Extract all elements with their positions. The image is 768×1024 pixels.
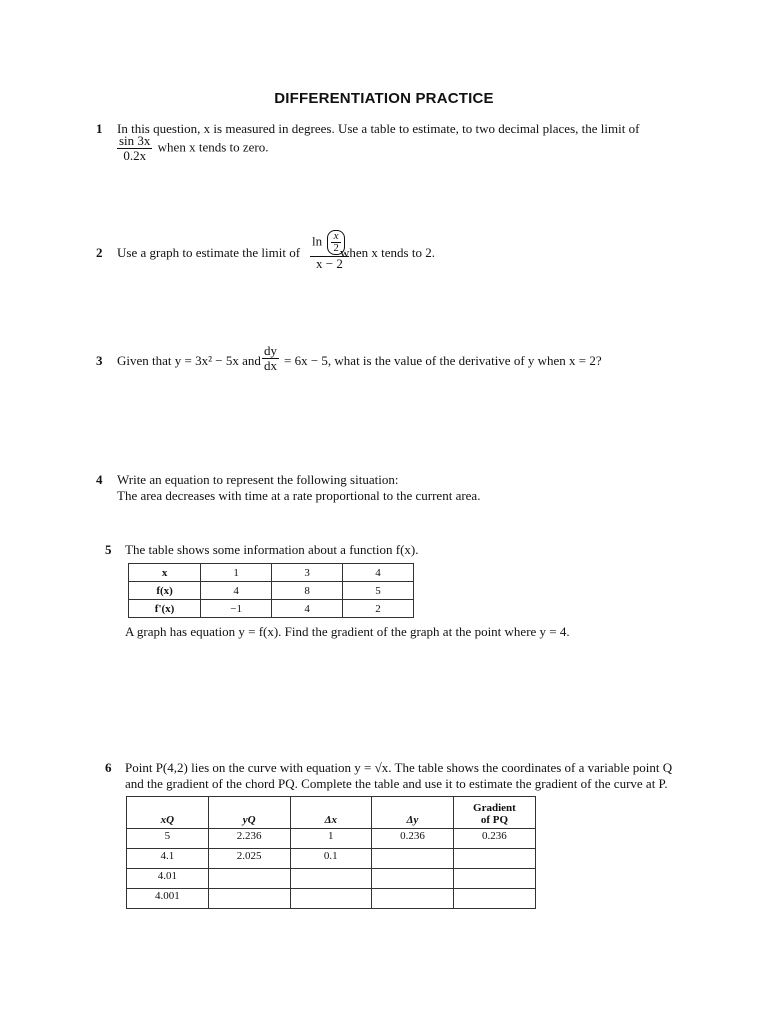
- question-text: Use a graph to estimate the limit of: [117, 245, 301, 260]
- table-cell: [208, 869, 290, 889]
- derivative-fraction: [260, 344, 281, 373]
- table-cell: 4: [201, 582, 272, 600]
- table-header: Gradient of PQ: [453, 797, 535, 829]
- question-number: 3: [96, 353, 103, 368]
- table-cell: [372, 889, 454, 909]
- table-cell: 0.236: [453, 829, 535, 849]
- table-cell: 2: [343, 600, 414, 618]
- table-cell: [208, 889, 290, 909]
- question-text: A graph has equation y = f(x). Find the gradient of the graph at the point where y = 4.: [125, 624, 570, 639]
- question-text: Write an equation to represent the following situation:: [117, 472, 399, 487]
- limit-fraction: [117, 134, 152, 163]
- table-row: [127, 829, 536, 849]
- table-cell: 4: [343, 564, 414, 582]
- table-cell: f(x): [129, 582, 201, 600]
- question-number: 5: [105, 542, 112, 557]
- question-text: when x tends to 2.: [340, 245, 435, 260]
- fraction-denominator: x − 2: [316, 256, 343, 271]
- table-cell: [372, 869, 454, 889]
- table-header: Δx: [290, 797, 372, 829]
- table-cell: −1: [201, 600, 272, 618]
- table-cell: 0.236: [372, 829, 454, 849]
- table-cell: 4.001: [127, 889, 209, 909]
- table-cell: [290, 889, 372, 909]
- table-cell: x: [129, 564, 201, 582]
- fraction-numerator: ln $\frac{x}{2}$: [310, 230, 349, 257]
- fraction-numerator: dy: [264, 343, 277, 358]
- page-title: DIFFERENTIATION PRACTICE: [274, 90, 494, 107]
- table-row: [129, 582, 414, 600]
- table-cell: [372, 849, 454, 869]
- table-row: [127, 849, 536, 869]
- table-cell: 4.01: [127, 869, 209, 889]
- table-cell: 4.1: [127, 849, 209, 869]
- table-cell: 1: [290, 829, 372, 849]
- question-number: 2: [96, 245, 103, 260]
- fraction-denominator: 0.2x: [123, 148, 147, 163]
- table-cell: 3: [272, 564, 343, 582]
- function-table: [128, 563, 414, 618]
- table-cell: f'(x): [129, 600, 201, 618]
- table-cell: [453, 889, 535, 909]
- table-row: [127, 869, 536, 889]
- question-text: Given that y = 3x² − 5x and: [117, 353, 261, 368]
- fraction-denominator: dx: [264, 358, 277, 373]
- table-cell: 0.1: [290, 849, 372, 869]
- table-header: Δy: [372, 797, 454, 829]
- table-cell: 5: [343, 582, 414, 600]
- table-cell: [290, 869, 372, 889]
- table-cell: 4: [272, 600, 343, 618]
- table-cell: 8: [272, 582, 343, 600]
- question-text: and the gradient of the chord PQ. Complete the table and use it to estimate the gradient of the curve at P.: [125, 776, 668, 791]
- chord-gradient-table: [126, 796, 536, 909]
- question-number: 1: [96, 121, 103, 136]
- fraction-numerator: sin 3x: [119, 133, 151, 148]
- table-row: [129, 600, 414, 618]
- table-header-row: [127, 797, 536, 829]
- question-text: = 6x − 5, what is the value of the derivative of y when x = 2?: [284, 353, 602, 368]
- question-text: The area decreases with time at a rate proportional to the current area.: [117, 488, 481, 503]
- fraction-line: [115, 134, 269, 163]
- question-number: 6: [105, 760, 112, 775]
- question-text: when x tends to zero.: [157, 139, 269, 155]
- question-text: The table shows some information about a function f(x).: [125, 542, 419, 557]
- table-row: [129, 564, 414, 582]
- table-cell: [453, 849, 535, 869]
- question-text: Point P(4,2) lies on the curve with equation y = √x. The table shows the coordinates of a variable point Q: [125, 760, 673, 775]
- question-text: In this question, x is measured in degrees. Use a table to estimate, to two decimal places, the limit of: [117, 121, 640, 136]
- table-row: [127, 889, 536, 909]
- table-header: yQ: [208, 797, 290, 829]
- table-cell: 1: [201, 564, 272, 582]
- question-number: 4: [96, 472, 103, 487]
- table-cell: 5: [127, 829, 209, 849]
- table-cell: [453, 869, 535, 889]
- table-header: xQ: [127, 797, 209, 829]
- table-cell: 2.236: [208, 829, 290, 849]
- table-cell: 2.025: [208, 849, 290, 869]
